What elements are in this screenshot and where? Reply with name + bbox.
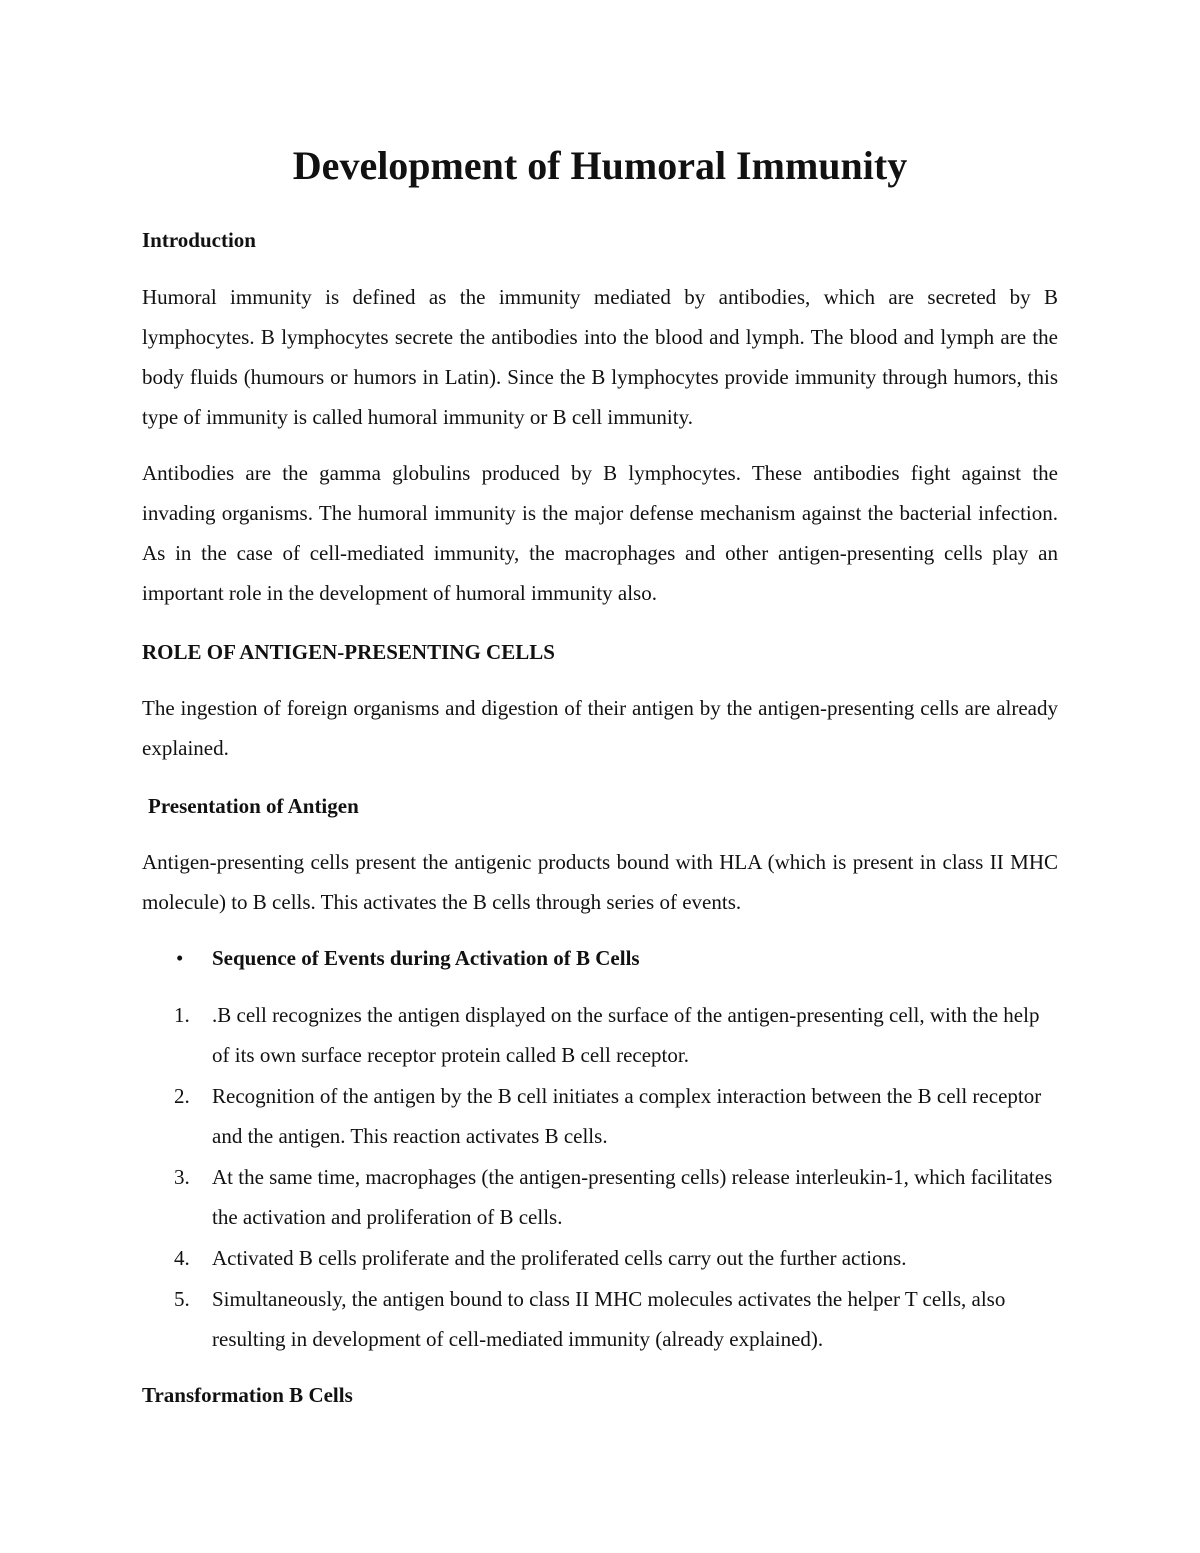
list-item-number: 2.	[174, 1084, 190, 1108]
list-item-number: 5.	[174, 1287, 190, 1311]
list-item-text: Simultaneously, the antigen bound to class II MHC molecules activates the helper T cells, also resulting in development of cell-mediated immunity (already explained).	[212, 1287, 1006, 1351]
list-item-number: 4.	[174, 1246, 190, 1270]
list-item-text: Activated B cells proliferate and the proliferated cells carry out the further actions.	[212, 1246, 907, 1270]
list-item-text: Recognition of the antigen by the B cell initiates a complex interaction between the B cell receptor and the antigen. This reaction activates B cells.	[212, 1084, 1042, 1148]
paragraph-intro-2: Antibodies are the gamma globulins produced by B lymphocytes. These antibodies fight against the invading organisms. The humoral immunity is the major defense mechanism against the bacterial infection. As in the case of cell-mediated immunity, the macrophages and other antigen-presenting cells play an important role in the development of humoral immunity also.	[142, 461, 1058, 605]
section-heading-transformation: Transformation B Cells	[142, 1383, 353, 1407]
list-item-text: .B cell recognizes the antigen displayed on the surface of the antigen-presenting cell, with the help of its own surface receptor protein called B cell receptor.	[212, 1003, 1040, 1067]
list-item-text: At the same time, macrophages (the antigen-presenting cells) release interleukin-1, which facilitates the activation and proliferation of B cells.	[212, 1165, 1053, 1229]
paragraph-apc: The ingestion of foreign organisms and digestion of their antigen by the antigen-presenting cells are already explained.	[142, 696, 1058, 760]
list-item-number: 1.	[174, 1003, 190, 1027]
bullet-marker: •	[176, 946, 184, 970]
paragraph-presentation: Antigen-presenting cells present the antigenic products bound with HLA (which is present in class II MHC molecule) to B cells. This activates the B cells through series of events.	[142, 850, 1058, 914]
section-heading-introduction: Introduction	[142, 228, 256, 252]
list-item-number: 3.	[174, 1165, 190, 1189]
document-title: Development of Humoral Immunity	[292, 143, 908, 188]
section-heading-apc: ROLE OF ANTIGEN-PRESENTING CELLS	[142, 640, 555, 664]
section-heading-presentation: Presentation of Antigen	[148, 794, 359, 818]
paragraph-intro-1: Humoral immunity is defined as the immunity mediated by antibodies, which are secreted by B lymphocytes. B lymphocytes secrete the antibodies into the blood and lymph. The blood and lymph are the body fluids (humours or humors in Latin). Since the B lymphocytes provide immunity through humors, this type of immunity is called humoral immunity or B cell immunity.	[142, 285, 1058, 429]
subheading-sequence: Sequence of Events during Activation of B Cells	[212, 946, 640, 970]
